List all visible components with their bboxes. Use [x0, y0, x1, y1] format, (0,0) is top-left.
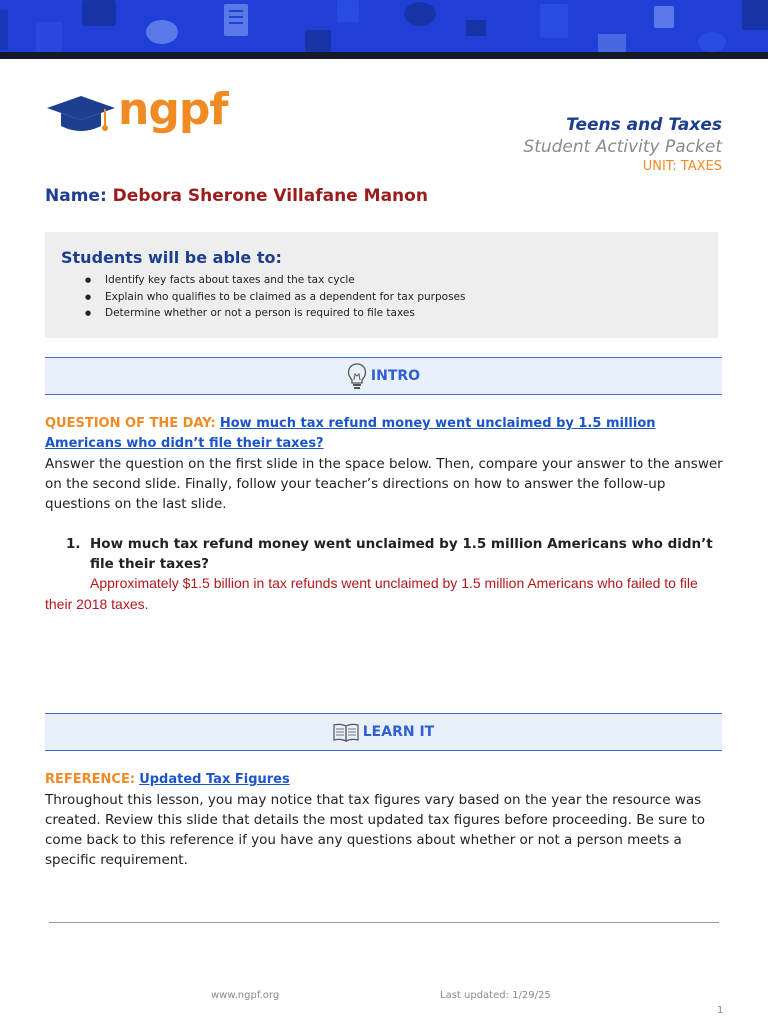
objective-item: ● Identify key facts about taxes and the tax cycle: [85, 272, 465, 289]
header-banner: [0, 0, 768, 52]
reference-line: [45, 770, 725, 790]
name-label: Name:: [45, 186, 107, 206]
ngpf-logo: [45, 84, 235, 144]
book-icon: [333, 722, 359, 742]
page-title: Teens and Taxes: [566, 115, 722, 135]
objective-item: ● Explain who qualifies to be claimed as a dependent for tax purposes: [85, 289, 465, 306]
intro-label: INTRO: [370, 368, 421, 384]
title-block: [523, 114, 722, 176]
reference-text: Throughout this lesson, you may notice that tax figures vary based on the year the resource was created. Review this slide that details the most updated tax figures before proceeding. Be sure to come back to this reference if you have any questions about whether or not a person meets a specific requirement.: [45, 792, 706, 868]
logo-wordmark: ngpf: [118, 84, 228, 135]
page-subtitle: Student Activity Packet: [523, 137, 722, 157]
objectives-list: [85, 272, 465, 322]
lightbulb-icon: [347, 362, 367, 390]
intro-section-bar: [45, 357, 722, 395]
learn-it-section-bar: [45, 713, 722, 751]
footer-url[interactable]: www.ngpf.org: [211, 990, 280, 1001]
question-number: 1.: [66, 536, 81, 552]
answer-text[interactable]: Approximately $1.5 billion in tax refunds went unclaimed by 1.5 million Americans who failed to file their 2018 taxes.: [45, 575, 698, 612]
learn-it-label: LEARN IT: [362, 724, 435, 740]
reference-link[interactable]: Updated Tax Figures: [139, 772, 290, 787]
objectives-heading: Students will be able to:: [61, 248, 282, 267]
reference-tag: REFERENCE:: [45, 772, 136, 787]
unit-label: UNIT: TAXES: [642, 159, 722, 174]
qotd-tag: QUESTION OF THE DAY:: [45, 416, 216, 431]
question-of-the-day: [45, 414, 725, 454]
qotd-link[interactable]: How much tax refund money went unclaimed by 1.5 million Americans who didn’t file their taxes?: [45, 416, 656, 451]
student-name-line: [45, 186, 428, 206]
banner-divider: [0, 52, 768, 59]
objective-item: ● Determine whether or not a person is required to file taxes: [85, 305, 465, 322]
graduation-cap-icon: [45, 92, 117, 140]
footer-last-updated: Last updated: 1/29/25: [440, 990, 551, 1001]
banner-pattern: [0, 0, 768, 52]
name-value[interactable]: Debora Sherone Villafane Manon: [112, 186, 428, 206]
intro-instructions: Answer the question on the first slide in the space below. Then, compare your answer to the answer on the second slide. Finally, follow your teacher’s directions on how to answer the follow-up questions on the last slide.: [45, 456, 723, 512]
footer-divider: [49, 922, 719, 923]
objectives-box: [45, 232, 718, 338]
page-number: 1: [717, 1005, 724, 1016]
question-text: How much tax refund money went unclaimed by 1.5 million Americans who didn’t file their taxes?: [90, 536, 713, 572]
